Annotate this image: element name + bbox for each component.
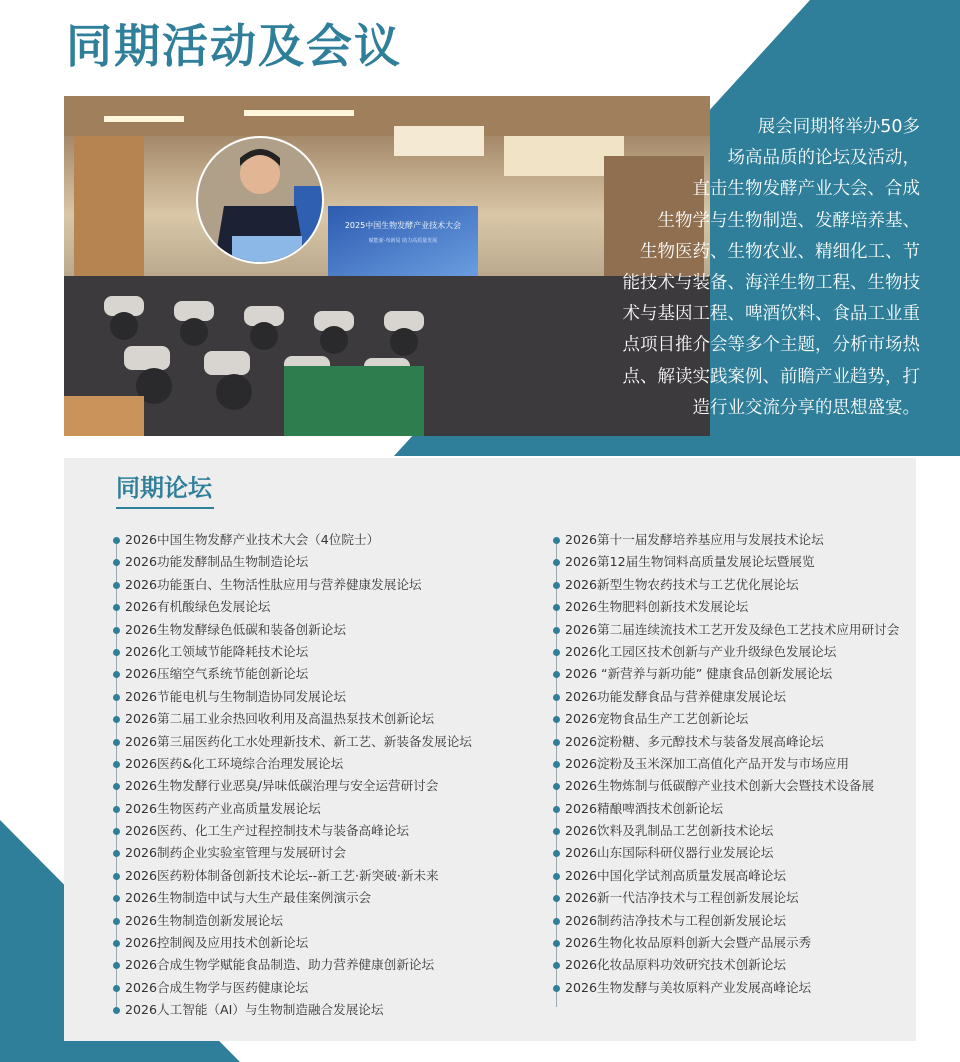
forum-item-label: 2026合成生物学与医药健康论坛 [125, 979, 309, 995]
forum-item [552, 842, 912, 864]
bullet-dot-icon [113, 918, 120, 925]
forum-item-label: 2026 “新营养与新功能” 健康食品创新发展论坛 [565, 666, 833, 682]
forum-list-left [112, 529, 552, 1022]
forum-item [112, 865, 552, 887]
forum-item-label: 2026生物炼制与低碳醇产业技术创新大会暨技术设备展 [565, 778, 875, 794]
forum-item [112, 731, 552, 753]
forum-item-label: 2026功能蛋白、生物活性肽应用与营养健康发展论坛 [125, 576, 422, 592]
forum-item [112, 641, 552, 663]
forum-item [552, 731, 912, 753]
forum-item [112, 798, 552, 820]
forum-item-label: 2026中国化学试剂高质量发展高峰论坛 [565, 867, 786, 883]
bullet-dot-icon [553, 671, 560, 678]
forum-item [552, 619, 912, 641]
forum-item-label: 2026功能发酵食品与营养健康发展论坛 [565, 688, 786, 704]
forum-item [552, 910, 912, 932]
bullet-dot-icon [113, 649, 120, 656]
intro-line: 直击生物发酵产业大会、合成 [692, 179, 920, 200]
forum-item-label: 2026节能电机与生物制造协同发展论坛 [125, 688, 346, 704]
bullet-dot-icon [553, 940, 560, 947]
forum-item-label: 2026控制阀及应用技术创新论坛 [125, 935, 309, 951]
bullet-dot-icon [113, 1007, 120, 1014]
forum-item [112, 708, 552, 730]
forum-item-label: 2026制药企业实验室管理与发展研讨会 [125, 845, 346, 861]
forum-item-label: 2026化工领域节能降耗技术论坛 [125, 643, 309, 659]
forum-item-label: 2026人工智能（AI）与生物制造融合发展论坛 [125, 1002, 384, 1018]
forum-item [112, 619, 552, 641]
forum-item [112, 753, 552, 775]
bullet-dot-icon [553, 783, 560, 790]
forum-item-label: 2026医药、化工生产过程控制技术与装备高峰论坛 [125, 823, 409, 839]
forum-item-label: 2026第十一届发酵培养基应用与发展技术论坛 [565, 532, 824, 547]
bullet-dot-icon [113, 582, 120, 589]
screen-subtitle: 赋能新·布新局 助力高质量发展 [368, 238, 438, 244]
bullet-dot-icon [553, 559, 560, 566]
forum-item [112, 887, 552, 909]
intro-text [440, 112, 920, 432]
forum-item-label: 2026宠物食品生产工艺创新论坛 [565, 711, 749, 727]
page-title: 同期活动及会议 [66, 19, 402, 73]
forum-item [552, 753, 912, 775]
bullet-dot-icon [113, 985, 120, 992]
forum-section-title: 同期论坛 [116, 474, 212, 502]
intro-line: 造行业交流分享的思想盛宴。 [692, 397, 920, 418]
bullet-dot-icon [553, 850, 560, 857]
intro-line: 术与基因工程、啤酒饮料、食品工业重 [622, 304, 920, 325]
intro-line: 生物学与生物制造、发酵培养基、 [657, 210, 920, 231]
bullet-dot-icon [553, 627, 560, 634]
bullet-dot-icon [113, 694, 120, 701]
bullet-dot-icon [113, 940, 120, 947]
bullet-dot-icon [113, 716, 120, 723]
bullet-dot-icon [553, 873, 560, 880]
forum-item [112, 954, 552, 976]
forum-item [552, 775, 912, 797]
forum-item-label: 2026淀粉及玉米深加工高值化产品开发与市场应用 [565, 755, 849, 771]
intro-line: 场高品质的论坛及活动， [727, 148, 920, 169]
forum-item-label: 2026生物制造中试与大生产最佳案例演示会 [125, 890, 372, 906]
forum-item-label: 2026新型生物农药技术与工艺优化展论坛 [565, 576, 799, 592]
forum-item-label: 2026生物化妆品原料创新大会暨产品展示秀 [565, 935, 812, 951]
forum-item [112, 551, 552, 573]
bullet-dot-icon [113, 761, 120, 768]
forum-item-label: 2026生物制造创新发展论坛 [125, 912, 283, 928]
forum-item [112, 686, 552, 708]
bullet-dot-icon [553, 537, 560, 544]
bullet-dot-icon [113, 962, 120, 969]
forum-item [112, 663, 552, 685]
forum-item-label: 2026精酿啤酒技术创新论坛 [565, 800, 723, 816]
forum-item-label: 2026医药&化工环境综合治理发展论坛 [125, 755, 344, 771]
bullet-dot-icon [113, 895, 120, 902]
bullet-dot-icon [113, 873, 120, 880]
intro-line: 展会同期将举办50多 [757, 117, 920, 137]
forum-item [112, 775, 552, 797]
forum-item [112, 910, 552, 932]
forum-item [112, 932, 552, 954]
forum-item-label: 2026第二届连续流技术工艺开发及绿色工艺技术应用研讨会 [565, 621, 900, 637]
forum-item [552, 820, 912, 842]
forum-item [552, 641, 912, 663]
forum-item [112, 596, 552, 618]
bullet-dot-icon [553, 582, 560, 589]
bullet-dot-icon [553, 604, 560, 611]
forum-item-label: 2026山东国际科研仪器行业发展论坛 [565, 845, 774, 861]
forum-item [552, 887, 912, 909]
forum-item-label: 2026中国生物发酵产业技术大会（4位院士） [125, 532, 380, 547]
forum-item-label: 2026合成生物学赋能食品制造、助力营养健康创新论坛 [125, 957, 435, 973]
bullet-dot-icon [553, 761, 560, 768]
forum-item-label: 2026生物医药产业高质量发展论坛 [125, 800, 321, 816]
bullet-dot-icon [113, 537, 120, 544]
bullet-dot-icon [113, 627, 120, 634]
forum-item-label: 2026第二届工业余热回收利用及高温热泵技术创新论坛 [125, 711, 435, 727]
forum-item [552, 663, 912, 685]
forum-item-label: 2026淀粉糖、多元醇技术与装备发展高峰论坛 [565, 733, 824, 749]
forum-item [552, 865, 912, 887]
forum-item [112, 977, 552, 999]
forum-item-label: 2026第三届医药化工水处理新技术、新工艺、新装备发展论坛 [125, 733, 472, 749]
bullet-dot-icon [553, 649, 560, 656]
bullet-dot-icon [113, 559, 120, 566]
forum-item [112, 842, 552, 864]
bullet-dot-icon [113, 671, 120, 678]
forum-item-label: 2026生物发酵绿色低碳和装备创新论坛 [125, 621, 346, 637]
bullet-dot-icon [113, 739, 120, 746]
forum-item [552, 932, 912, 954]
bullet-dot-icon [553, 828, 560, 835]
forum-item [552, 954, 912, 976]
forum-item-label: 2026化妆品原料功效研究技术创新论坛 [565, 957, 786, 973]
intro-line: 点、解读实践案例、前瞻产业趋势，打 [622, 366, 920, 387]
forum-item-label: 2026生物肥料创新技术发展论坛 [565, 599, 749, 615]
forum-item [552, 708, 912, 730]
bullet-dot-icon [553, 985, 560, 992]
forum-item [552, 686, 912, 708]
forum-item [552, 551, 912, 573]
forum-item-label: 2026第12届生物饲料高质量发展论坛暨展览 [565, 554, 815, 570]
bullet-dot-icon [553, 739, 560, 746]
forum-item-label: 2026化工园区技术创新与产业升级绿色发展论坛 [565, 643, 837, 659]
forum-item [552, 596, 912, 618]
intro-line: 点项目推介会等多个主题，分析市场热 [622, 335, 920, 356]
bullet-dot-icon [113, 604, 120, 611]
forum-list-right [552, 529, 912, 999]
forum-item-label: 2026生物发酵行业恶臭/异味低碳治理与安全运营研讨会 [125, 778, 439, 794]
forum-item-label: 2026压缩空气系统节能创新论坛 [125, 666, 309, 682]
forum-item [112, 574, 552, 596]
bullet-dot-icon [553, 806, 560, 813]
forum-item [112, 820, 552, 842]
forum-item-label: 2026医药粉体制备创新技术论坛--新工艺·新突破·新未来 [125, 867, 439, 883]
forum-item [552, 977, 912, 999]
bullet-dot-icon [553, 716, 560, 723]
forum-item [552, 574, 912, 596]
bullet-dot-icon [553, 694, 560, 701]
forum-item-label: 2026生物发酵与美妆原料产业发展高峰论坛 [565, 979, 812, 995]
bullet-dot-icon [553, 895, 560, 902]
forum-item-label: 2026饮料及乳制品工艺创新技术论坛 [565, 823, 774, 839]
bullet-dot-icon [113, 850, 120, 857]
forum-item-label: 2026有机酸绿色发展论坛 [125, 599, 271, 615]
intro-line: 生物医药、生物农业、精细化工、节 [640, 241, 920, 262]
bullet-dot-icon [553, 962, 560, 969]
forum-item [112, 999, 552, 1021]
forum-item [552, 798, 912, 820]
screen-title: 2025中国生物发酵产业技术大会 [344, 221, 462, 230]
bullet-dot-icon [553, 918, 560, 925]
bullet-dot-icon [113, 783, 120, 790]
bullet-dot-icon [113, 806, 120, 813]
forum-item-label: 2026功能发酵制品生物制造论坛 [125, 554, 309, 570]
forum-item [552, 529, 912, 551]
forum-title-underline [116, 507, 214, 509]
intro-line: 能技术与装备、海洋生物工程、生物技 [622, 273, 920, 294]
forum-item-label: 2026新一代洁净技术与工程创新发展论坛 [565, 890, 799, 906]
forum-item-label: 2026制药洁净技术与工程创新发展论坛 [565, 912, 786, 928]
bullet-dot-icon [113, 828, 120, 835]
forum-item [112, 529, 552, 551]
